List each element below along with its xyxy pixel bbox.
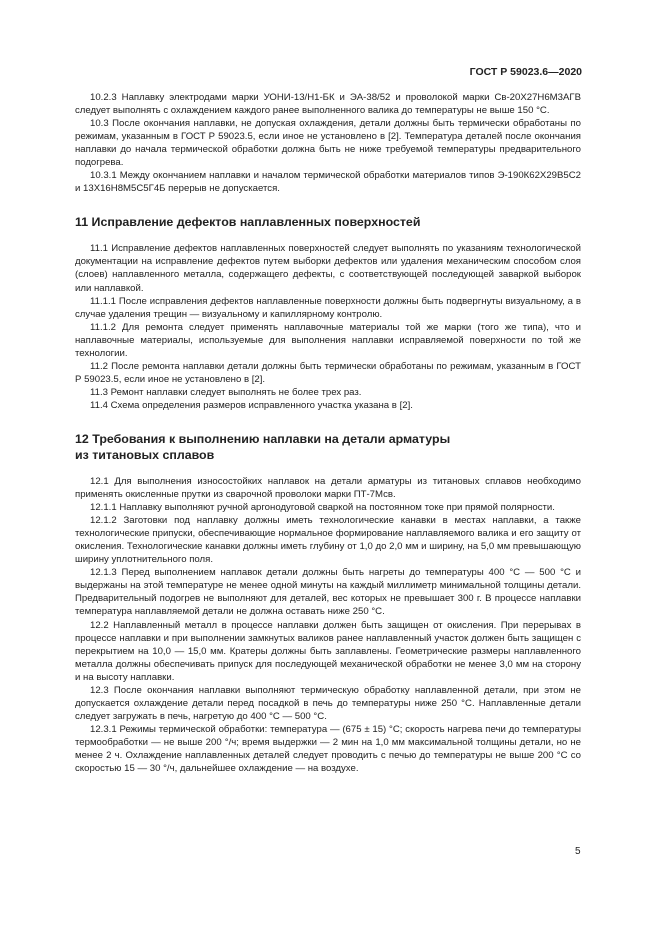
paragraph-11-1-2: 11.1.2 Для ремонта следует применять наплавочные материалы той же марки (того же типа), что и наплавочные материалы, используемые для выполнения наплавки исправляемой поверхности по той же технологии. (75, 321, 581, 359)
section-12-heading-line1: 12 Требования к выполнению наплавки на детали арматуры (75, 431, 451, 446)
paragraph-11-4: 11.4 Схема определения размеров исправленного участка указана в [2]. (90, 399, 413, 411)
paragraph-12-2: 12.2 Наплавленный металл в процессе наплавки должен быть защищен от окисления. При перерывах в процессе наплавки и при выполнении замкнутых валиков ранее наплавленный участок должен быть защищен с перекрытием на 10,0 — 15,0 мм. Кратеры должны быть заплавлены. Геометрические размеры наплавленного металла должны обеспечивать припуск для последующей механической обработки не менее 3,0 мм на сторону и на высоту наплавки. (75, 619, 581, 683)
paragraph-12-1-1: 12.1.1 Наплавку выполняют ручной аргонодуговой сваркой на постоянном токе при прямой полярности. (90, 502, 555, 514)
paragraph-10-3-1: 10.3.1 Между окончанием наплавки и началом термической обработки материалов типов Э-190К62Х29В5С2 и 13Х16Н8М5С5Г4Б перерыв не допускается. (75, 170, 581, 195)
paragraph-12-1-2: 12.1.2 Заготовки под наплавку должны иметь технологические канавки в местах наплавки, а также технологические припуски, обеспечивающие нормальное формирование наплавляемого валика и его защиту от окисления. Технологические канавки должны иметь глубину от 1,0 до 2,0 мм и ширину, на 5,0 мм превышающую ширину уплотнительного поля. (75, 515, 581, 566)
section-11-heading: 11 Исправление дефектов наплавленных поверхностей (75, 215, 421, 230)
paragraph-10-3: 10.3 После окончания наплавки, не допуская охлаждения, детали должны быть термически обработаны по режимам, указанным в ГОСТ Р 59023.5, если иное не установлено в [2]. Температура деталей после окончания наплавки до начала термической обработки должна быть не ниже требуемой температуры предварительного подогрева. (75, 118, 581, 169)
document-header: ГОСТ Р 59023.6—2020 (469, 66, 582, 78)
paragraph-10-2-3: 10.2.3 Наплавку электродами марки УОНИ-13/Н1-БК и ЭА-38/52 и проволокой марки Св-20Х27Н6М3АГВ следует выполнять с охлаждением каждого ранее выполненного валика до температуры не выше 150 °С. (75, 92, 581, 117)
section-12-heading (75, 431, 581, 463)
paragraph-11-1-1: 11.1.1 После исправления дефектов наплавленные поверхности должны быть подвергнуты визуальному, а в случае удаления трещин — визуальному и капиллярному контролю. (75, 295, 581, 320)
paragraph-12-3-1: 12.3.1 Режимы термической обработки: температура — (675 ± 15) °С; скорость нагрева печи до температуры термообработки — не выше 200 °/ч; время выдержки — 2 мин на 1,0 мм максимальной толщины детали, но не менее 2 ч. Охлаждение наплавленных деталей следует проводить с печью до температуры не выше 200 °С со скоростью 15 — 30 °/ч, дальнейшее охлаждение — на воздухе. (75, 723, 581, 775)
paragraph-12-1-3: 12.1.3 Перед выполнением наплавок детали должны быть нагреты до температуры 400 °С — 500 °С и выдержаны на этой температуре не менее одной минуты на каждый миллиметр минимальной толщины детали. Предварительный подогрев не выполняют для деталей, вес которых не превышает 300 г. В процессе наплавки температура наплавляемой детали не должна оставать ниже 250 °С. (75, 567, 581, 618)
paragraph-12-1: 12.1 Для выполнения износостойких наплавок на детали арматуры из титановых сплавов необходимо применять окисленные прутки из сварочной проволоки марки ПТ-7Мсв. (75, 475, 581, 501)
paragraph-11-3: 11.3 Ремонт наплавки следует выполнять не более трех раз. (90, 386, 362, 398)
paragraph-12-3: 12.3 После окончания наплавки выполняют термическую обработку наплавленной детали, при этом не допускается охлаждение детали перед посадкой в печь до температуры ниже 250 °С. Наплавленные детали следует загружать в печь, нагретую до 400 °С — 500 °С. (75, 684, 581, 722)
page-number: 5 (575, 846, 581, 857)
paragraph-11-2: 11.2 После ремонта наплавки детали должны быть термически обработаны по режимам, указанным в ГОСТ Р 59023.5, если иное не установлено в [2]. (75, 360, 581, 385)
document-body (75, 91, 581, 775)
section-12-heading-line2: из титановых сплавов (75, 447, 215, 462)
paragraph-11-1: 11.1 Исправление дефектов наплавленных поверхностей следует выполнять по указаниям технологической документации на исправление дефектов путем выборки дефектов или удаления механическим способом слоя (слоев) наплавленного металла, содержащего дефекты, с соответствующей последующей заваркой выборок или наплавкой. (75, 243, 581, 294)
